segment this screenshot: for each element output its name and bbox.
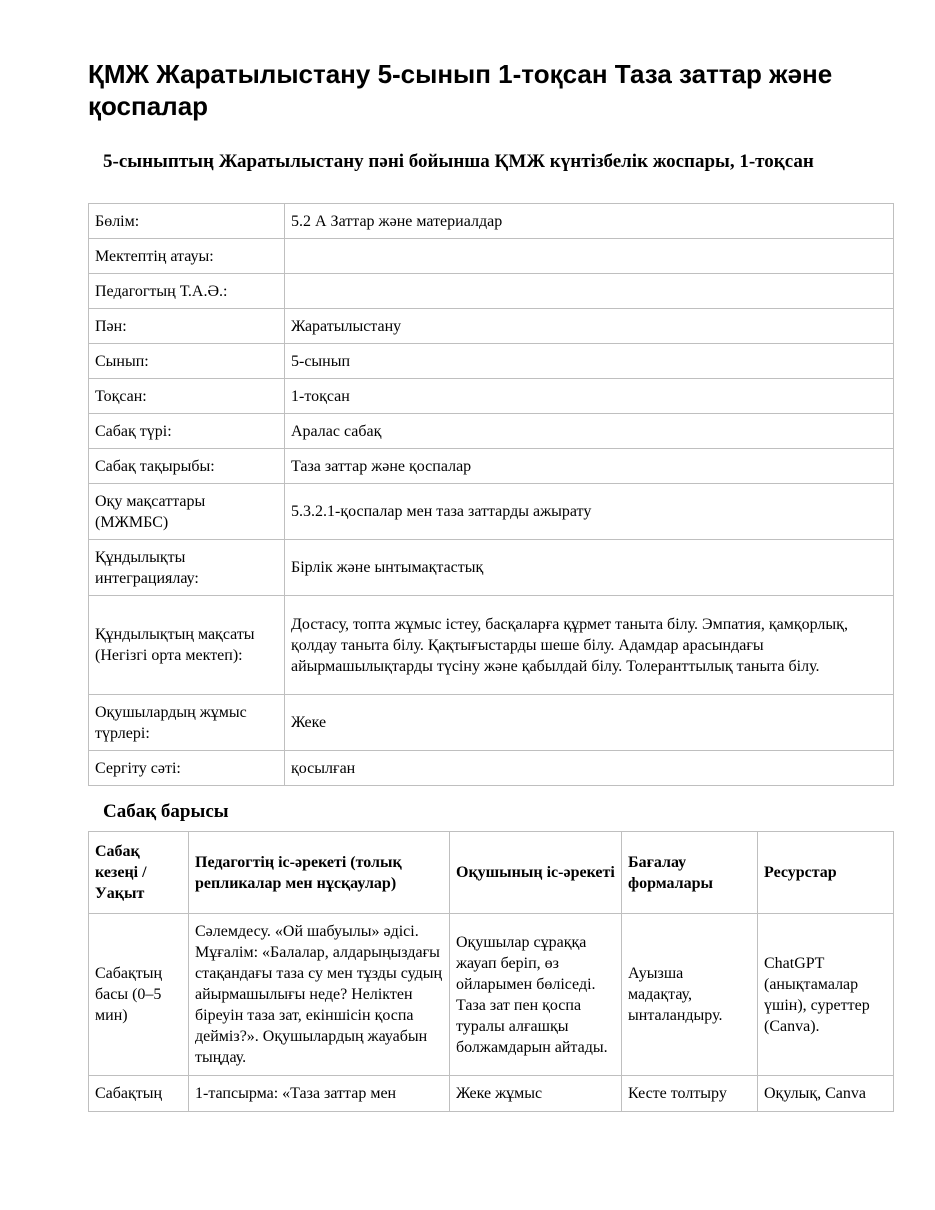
- table-row: [89, 344, 894, 379]
- cell-student-activity: Оқушылар сұраққа жауап беріп, өз ойларымен бөліседі. Таза зат пен қоспа туралы алғашқы болжамдарын айтады.: [450, 914, 622, 1076]
- row-value: 1-тоқсан: [285, 379, 894, 414]
- row-value: Жаратылыстану: [285, 309, 894, 344]
- table-header-row: [89, 832, 894, 914]
- table-row: [89, 540, 894, 596]
- row-value: Бірлік және ынтымақтастық: [285, 540, 894, 596]
- cell-teacher-activity: Сәлемдесу. «Ой шабуылы» әдісі. Мұғалім: «Балалар, алдарыңыздағы стақандағы таза су мен тұзды судың айырмашылығы неде? Неліктен біреуін таза зат, екіншісін қоспа дейміз?». Оқушылардың жауабын тыңдау.: [189, 914, 450, 1076]
- cell-assessment: Ауызша мадақтау, ынталандыру.: [622, 914, 758, 1076]
- row-label: Мектептің атауы:: [89, 239, 285, 274]
- cell-student-activity: Жеке жұмыс: [450, 1076, 622, 1112]
- row-label: Құндылықты интеграциялау:: [89, 540, 285, 596]
- plan-subtitle: 5-сыныптың Жаратылыстану пәні бойынша ҚМЖ күнтізбелік жоспары, 1-тоқсан: [103, 151, 814, 172]
- header-teacher-activity: Педагогтің іс-әрекеті (толық репликалар мен нұсқаулар): [189, 832, 450, 914]
- header-student-activity: Оқушының іс-әрекеті: [450, 832, 622, 914]
- table-row: [89, 695, 894, 751]
- table-row: [89, 914, 894, 1076]
- lesson-progress-heading: Сабақ барысы: [103, 801, 229, 822]
- row-label: Сабақ түрі:: [89, 414, 285, 449]
- table-row: [89, 449, 894, 484]
- row-value: 5-сынып: [285, 344, 894, 379]
- table-row: [89, 751, 894, 786]
- table-row: [89, 239, 894, 274]
- row-label: Пән:: [89, 309, 285, 344]
- table-row: [89, 596, 894, 695]
- table-row: [89, 484, 894, 540]
- lesson-info-table: [88, 203, 894, 786]
- row-value: 5.3.2.1-қоспалар мен таза заттарды ажырату: [285, 484, 894, 540]
- row-label: Тоқсан:: [89, 379, 285, 414]
- table-row: [89, 204, 894, 239]
- row-label: Сабақ тақырыбы:: [89, 449, 285, 484]
- row-label: Сергіту сәті:: [89, 751, 285, 786]
- row-label: Құндылықтың мақсаты (Негізгі орта мектеп):: [89, 596, 285, 695]
- page-title: ҚМЖ Жаратылыстану 5-сынып 1-тоқсан Таза заттар және қоспалар: [88, 59, 833, 121]
- cell-stage-time: Сабақтың: [89, 1076, 189, 1112]
- header-resources: Ресурстар: [758, 832, 894, 914]
- row-label: Сынып:: [89, 344, 285, 379]
- row-label: Педагогтың Т.А.Ә.:: [89, 274, 285, 309]
- row-value: Достасу, топта жұмыс істеу, басқаларға құрмет таныта білу. Эмпатия, қамқорлық, қолдау таныта білу. Қақтығыстарды шеше білу. Адамдар арасындағы айырмашылықтарды түсіну және қабылдай білу. Толеранттылық таныта білу.: [285, 596, 894, 695]
- header-stage-time: Сабақ кезеңі / Уақыт: [89, 832, 189, 914]
- row-value: Таза заттар және қоспалар: [285, 449, 894, 484]
- table-row: [89, 1076, 894, 1112]
- table-row: [89, 379, 894, 414]
- lesson-progress-table: [88, 831, 894, 1112]
- table-row: [89, 309, 894, 344]
- cell-resources: ChatGPT (анықтамалар үшін), суреттер (Canva).: [758, 914, 894, 1076]
- row-label: Бөлім:: [89, 204, 285, 239]
- row-value: қосылған: [285, 751, 894, 786]
- header-assessment: Бағалау формалары: [622, 832, 758, 914]
- cell-stage-time: Сабақтың басы (0–5 мин): [89, 914, 189, 1076]
- row-value: Жеке: [285, 695, 894, 751]
- cell-resources: Оқулық, Canva: [758, 1076, 894, 1112]
- cell-teacher-activity: 1-тапсырма: «Таза заттар мен: [189, 1076, 450, 1112]
- row-value: [285, 239, 894, 274]
- cell-assessment: Кесте толтыру: [622, 1076, 758, 1112]
- table-row: [89, 414, 894, 449]
- row-value: Аралас сабақ: [285, 414, 894, 449]
- row-label: Оқушылардың жұмыс түрлері:: [89, 695, 285, 751]
- row-value: [285, 274, 894, 309]
- table-row: [89, 274, 894, 309]
- row-value: 5.2 А Заттар және материалдар: [285, 204, 894, 239]
- row-label: Оқу мақсаттары (МЖМБС): [89, 484, 285, 540]
